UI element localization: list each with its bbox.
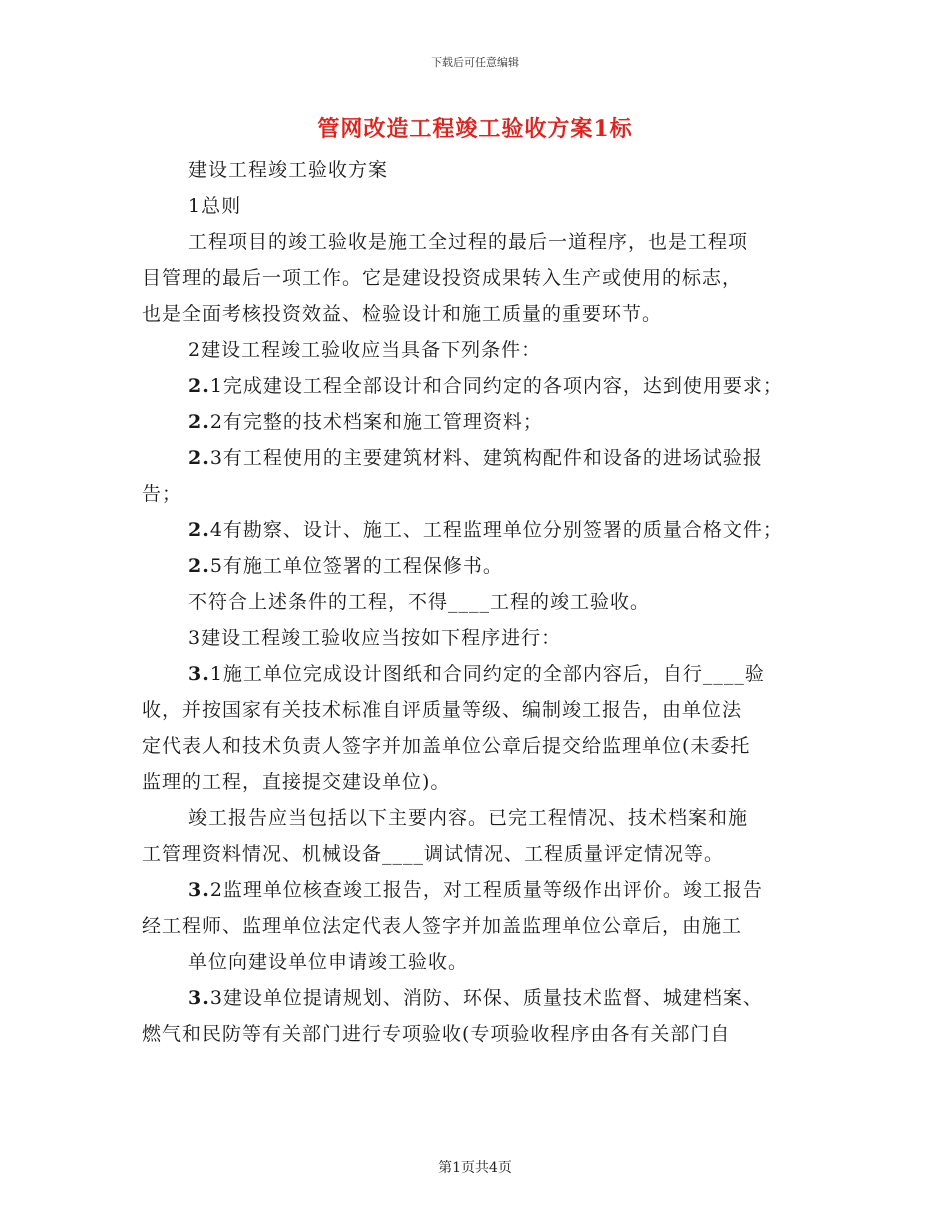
paragraph-line: 经工程师、监理单位法定代表人签字并加盖监理单位公章后，由施工 (142, 915, 743, 937)
clause-number: 2. (188, 555, 210, 577)
clause-text: 3建设单位提请规划、消防、环保、质量技术监督、城建档案、 (209, 987, 763, 1009)
paragraph-line: 监理的工程，直接提交建设单位)。 (142, 771, 451, 793)
paragraph-line: 建设工程竣工验收方案 (188, 159, 389, 181)
clause-text: 2有完整的技术档案和施工管理资料； (209, 411, 543, 433)
clause-line (142, 404, 832, 440)
clause-line (142, 872, 832, 908)
paragraph-line: 定代表人和技术负责人签字并加盖单位公章后提交给监理单位(未委托 (142, 735, 751, 757)
paragraph-line: 工管理资料情况、机械设备____调试情况、工程质量评定情况等。 (142, 843, 725, 865)
paragraph-line: 目管理的最后一项工作。它是建设投资成果转入生产或使用的标志， (142, 267, 743, 289)
clause-line (142, 512, 832, 548)
clause-number: 2. (188, 519, 210, 541)
page-footer: 第1页共4页 (438, 1160, 512, 1176)
paragraph-line: 也是全面考核投资效益、检验设计和施工质量的重要环节。 (142, 303, 663, 325)
clause-line (142, 656, 832, 692)
clause-line (142, 368, 832, 404)
paragraph-line: 告； (142, 483, 183, 505)
clause-number: 3. (188, 879, 210, 901)
document-body (142, 152, 832, 1052)
clause-line (142, 440, 832, 476)
paragraph-line: 工程项目的竣工验收是施工全过程的最后一道程序，也是工程项 (188, 231, 749, 253)
paragraph-line: 燃气和民防等有关部门进行专项验收(专项验收程序由各有关部门自 (142, 1023, 731, 1045)
clause-text: 2监理单位核查竣工报告，对工程质量等级作出评价。竣工报告 (209, 879, 763, 901)
clause-line (142, 980, 832, 1016)
clause-text: 5有施工单位签署的工程保修书。 (209, 555, 503, 577)
clause-number: 3. (188, 663, 210, 685)
paragraph-line: 不符合上述条件的工程，不得____工程的竣工验收。 (188, 591, 651, 613)
clause-text: 1完成建设工程全部设计和合同约定的各项内容，达到使用要求； (209, 375, 783, 397)
paragraph-line: 收，并按国家有关技术标准自评质量等级、编制竣工报告，由单位法 (142, 699, 743, 721)
clause-text: 4有勘察、设计、施工、工程监理单位分别签署的质量合格文件； (209, 519, 783, 541)
paragraph-line: 3建设工程竣工验收应当按如下程序进行： (188, 627, 562, 649)
paragraph-line: 2建设工程竣工验收应当具备下列条件： (188, 339, 542, 361)
clause-number: 3. (188, 987, 210, 1009)
clause-number: 2. (188, 375, 210, 397)
document-title: 管网改造工程竣工验收方案1标 (317, 116, 633, 142)
paragraph-line: 单位向建设单位申请竣工验收。 (188, 951, 469, 973)
clause-line (142, 548, 832, 584)
paragraph-line: 竣工报告应当包括以下主要内容。已完工程情况、技术档案和施 (188, 807, 749, 829)
clause-number: 2. (188, 411, 210, 433)
clause-number: 2. (188, 447, 210, 469)
header-note: 下载后可任意编辑 (431, 56, 519, 69)
clause-text: 1施工单位完成设计图纸和合同约定的全部内容后，自行____验 (209, 663, 765, 685)
clause-text: 3有工程使用的主要建筑材料、建筑构配件和设备的进场试验报 (209, 447, 763, 469)
paragraph-line: 1总则 (188, 195, 242, 217)
